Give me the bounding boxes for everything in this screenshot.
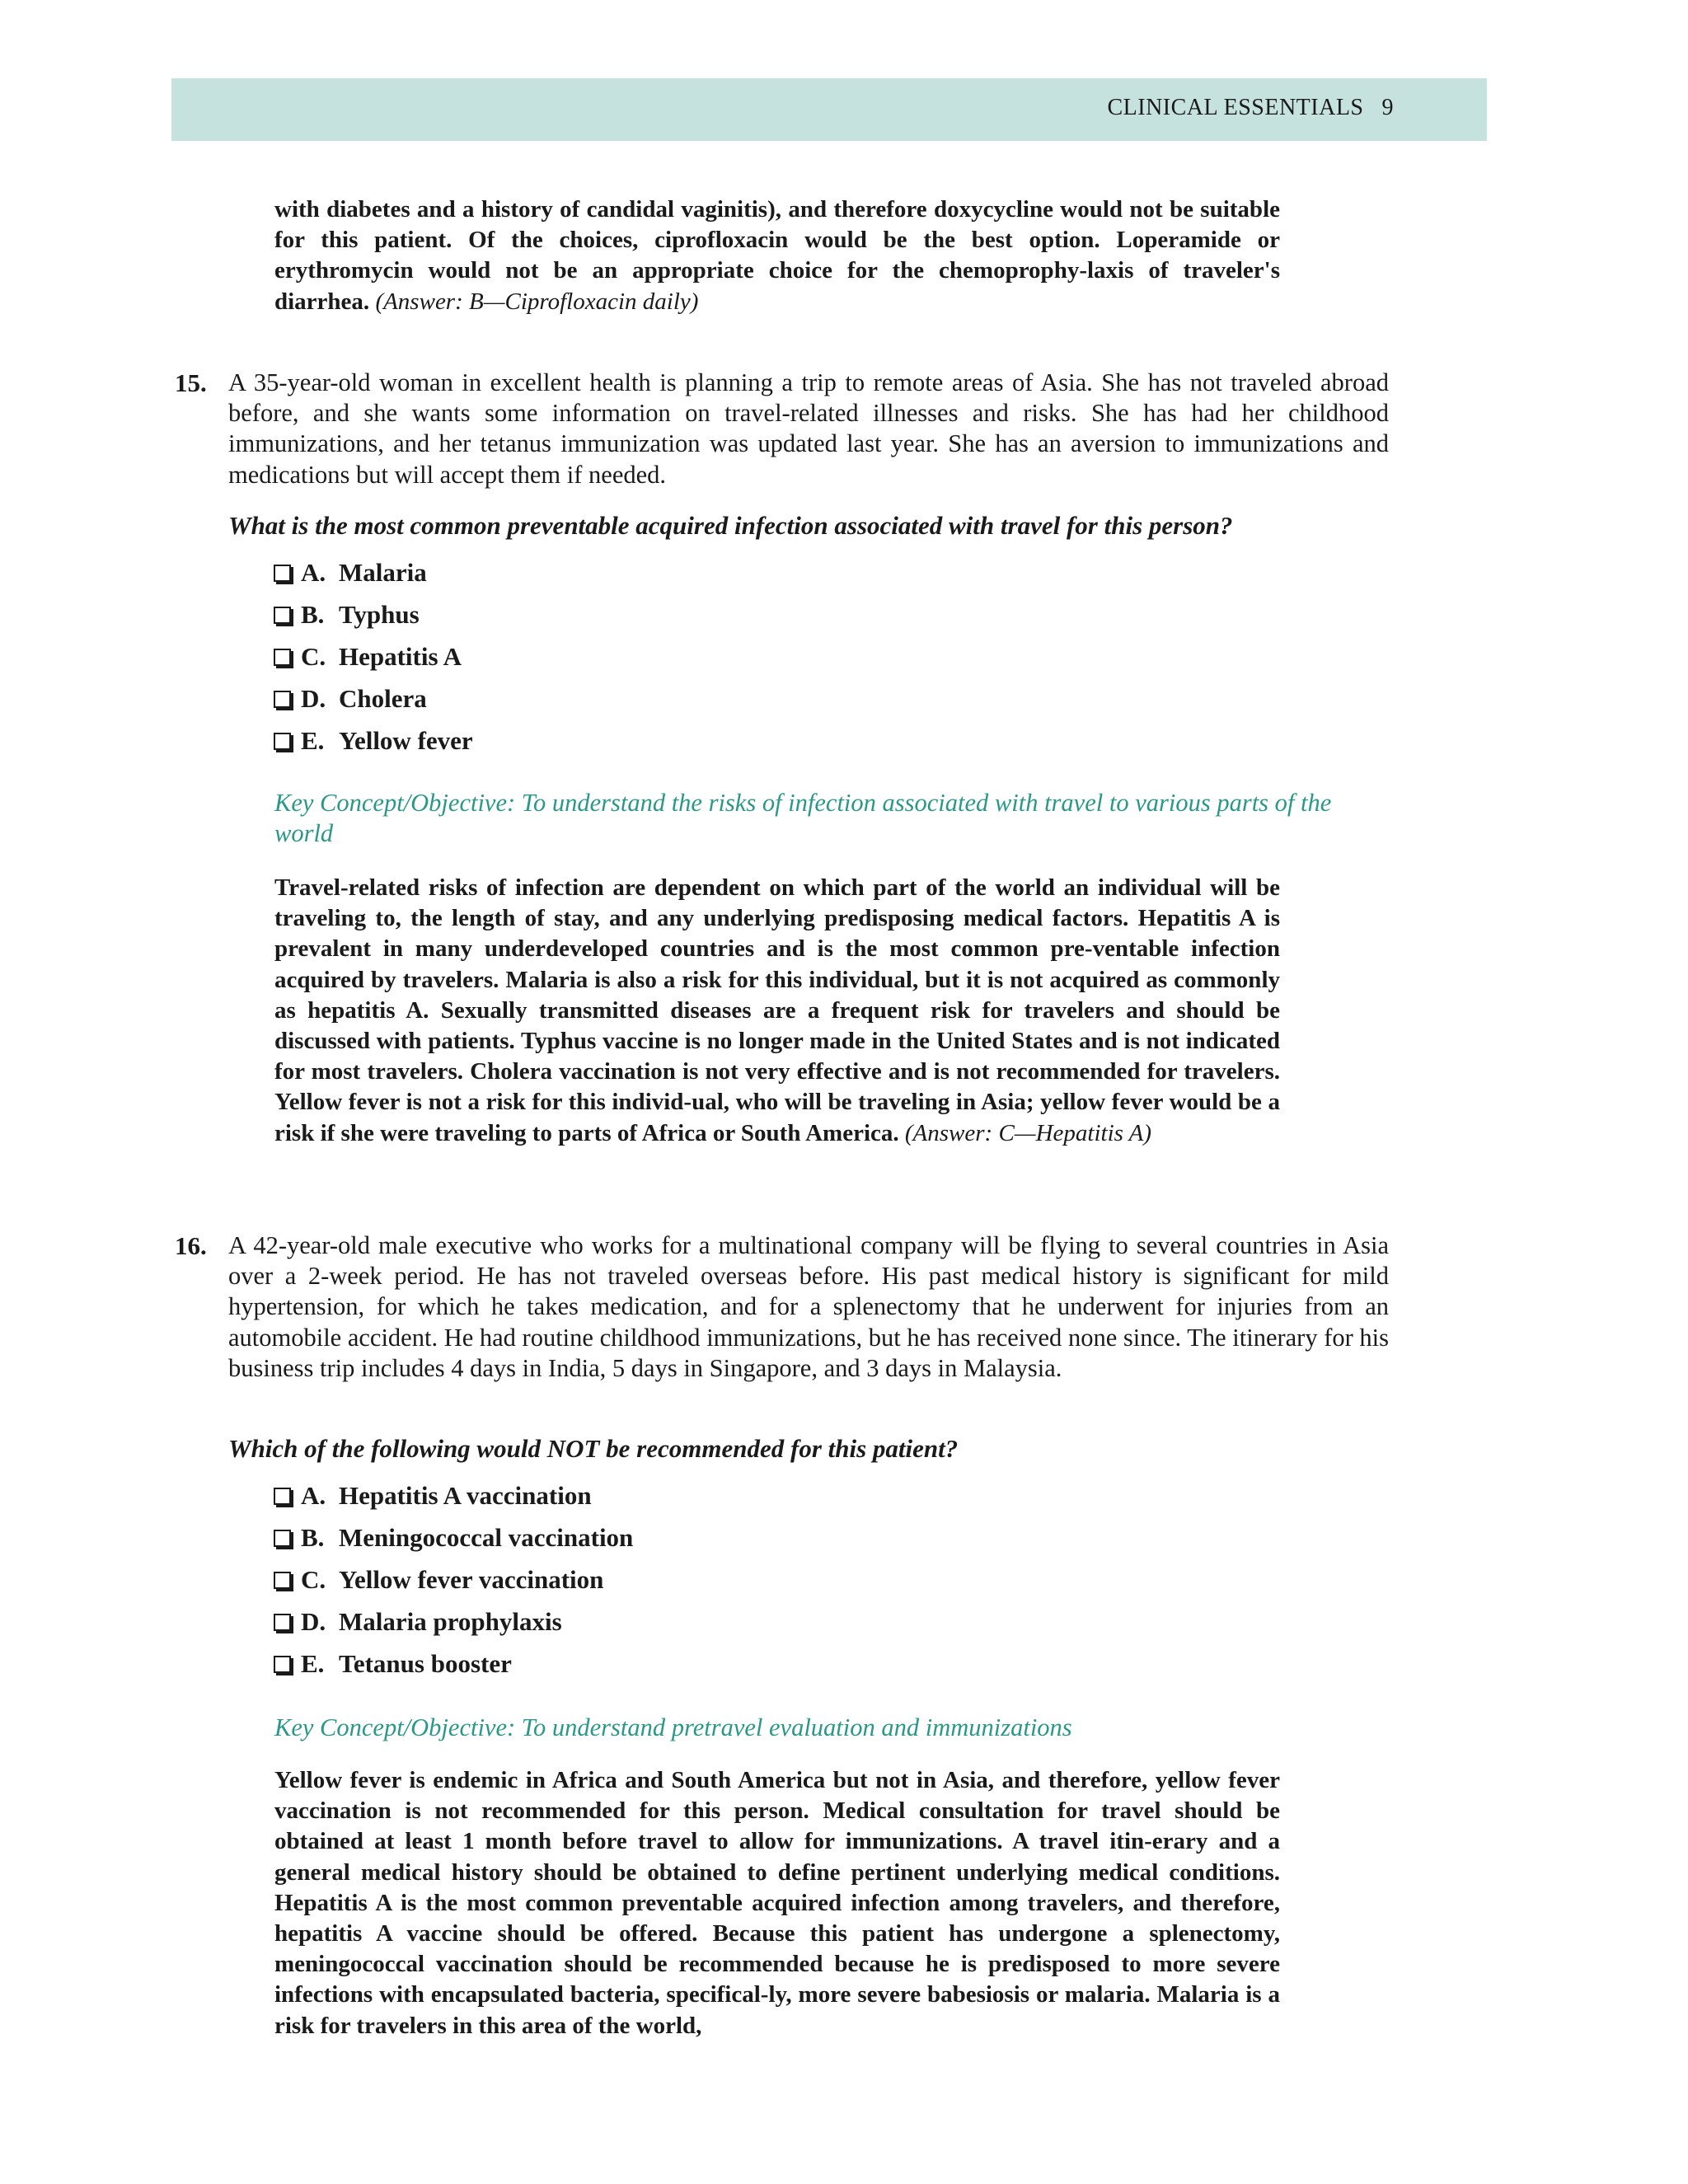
option-text: Malaria prophylaxis [339,1606,562,1636]
answer-option[interactable]: D. Malaria prophylaxis [274,1601,633,1643]
checkbox-icon[interactable] [274,565,291,582]
option-text: Malaria [339,557,427,587]
question-stem: A 35-year-old woman in excellent health is planning a trip to remote areas of Asia. She has not traveled abroad before, and she wants some information on travel-related illnesses and risks. She has had her childhood immunizations, and her tetanus immunization was updated last year. She has an aversion to immunizations and medications but will accept them if needed. [228,368,1389,489]
answer-option[interactable]: E. Tetanus booster [274,1643,633,1685]
question-prompt: Which of the following would NOT be recommended for this patient? [228,1434,959,1463]
explanation-text: Travel-related risks of infection are dependent on which part of the world an individual will be traveling to, the length of stay, and any underlying predisposing medical factors. Hepatitis A is prevalent in many underdeveloped countries and is the most common pre-ventable infection acquired by travelers. Malaria is also a risk for this individual, but it is not acquired as commonly as hepatitis A. Sexually transmitted diseases are a frequent risk for travelers and should be discussed with patients. Typhus vaccine is no longer made in the United States and is not indicated for most travelers. Cholera vaccination is not very effective and is not recommended for travelers. Yellow fever is not a risk for this individ-ual, who will be traveling in Asia; yellow fever would be a risk if she were traveling to parts of Africa or South America. [274,874,1280,1146]
option-text: Cholera [339,683,427,713]
option-text: Tetanus booster [339,1648,512,1678]
previous-explanation [274,194,1280,317]
option-text: Hepatitis A [339,641,462,671]
answer-line: (Answer: B—Ciprofloxacin daily) [375,288,699,315]
running-header [171,78,1487,141]
option-text: Yellow fever [339,725,473,755]
checkbox-icon[interactable] [274,1488,291,1505]
explanation [274,1765,1280,2041]
page-number: 9 [1381,95,1394,120]
checkbox-icon[interactable] [274,607,291,624]
option-text: Hepatitis A vaccination [339,1480,592,1510]
answer-option[interactable]: C. Yellow fever vaccination [274,1558,633,1601]
checkbox-icon[interactable] [274,649,291,666]
question-prompt: What is the most common preventable acquired infection associated with travel for this person? [228,511,1233,540]
key-concept: Key Concept/Objective: To understand pretravel evaluation and immunizations [274,1713,1072,1741]
explanation-text: Yellow fever is endemic in Africa and South America but not in Asia, and therefore, yellow fever vaccination is not recommended for this person. Medical consultation for travel should be obtained at least 1 month before travel to allow for immunizations. A travel itin-erary and a general medical history should be obtained to define pertinent underlying medical conditions. Hepatitis A is the most common preventable acquired infection among travelers, and therefore, hepatitis A vaccine should be offered. Because this patient has undergone a splenectomy, meningococcal vaccination should be recommended because he is predisposed to more severe infections with encapsulated bacteria, specifical-ly, more severe babesiosis or malaria. Malaria is a risk for travelers in this area of the world, [274,1767,1280,2039]
option-text: Typhus [339,599,420,629]
answer-options [274,551,473,762]
answer-option[interactable]: C. Hepatitis A [274,635,473,677]
checkbox-icon[interactable] [274,1656,291,1673]
explanation-text: with diabetes and a history of candidal vaginitis), and therefore doxycycline would not be suitable for this patient. Of the choices, ciprofloxacin would be the best option. Loperamide or erythromycin would not be an appropriate choice for the chemoprophy-laxis of traveler's diarrhea. [274,196,1280,315]
answer-options [274,1474,633,1685]
checkbox-icon[interactable] [274,1530,291,1547]
explanation [274,873,1280,1149]
option-text: Yellow fever vaccination [339,1564,604,1594]
checkbox-icon[interactable] [274,1614,291,1631]
running-head-text [1107,95,1394,121]
answer-option[interactable]: B. Meningococcal vaccination [274,1516,633,1558]
option-text: Meningococcal vaccination [339,1522,634,1552]
question-number: 16. [175,1231,207,1260]
question-stem: A 42-year-old male executive who works for a multinational company will be flying to several countries in Asia over a 2-week period. He has not traveled overseas before. His past medical history is significant for mild hypertension, for which he takes medication, and for a splenectomy that he underwent for injuries from an automobile accident. He had routine childhood immunizations, but he has received none since. The itinerary for his business trip includes 4 days in India, 5 days in Singapore, and 3 days in Malaysia. [228,1231,1389,1382]
answer-option[interactable]: E. Yellow fever [274,719,473,762]
answer-line: (Answer: C—Hepatitis A) [904,1119,1152,1146]
checkbox-icon[interactable] [274,1572,291,1589]
answer-option[interactable]: D. Cholera [274,677,473,719]
answer-option[interactable]: B. Typhus [274,593,473,635]
answer-option[interactable]: A. Malaria [274,551,473,593]
checkbox-icon[interactable] [274,733,291,750]
answer-option[interactable]: A. Hepatitis A vaccination [274,1474,633,1516]
key-concept: Key Concept/Objective: To understand the risks of infection associated with travel to various parts of the world [274,789,1332,848]
checkbox-icon[interactable] [274,691,291,708]
section-title: CLINICAL ESSENTIALS [1107,95,1364,120]
question-number: 15. [175,368,207,397]
